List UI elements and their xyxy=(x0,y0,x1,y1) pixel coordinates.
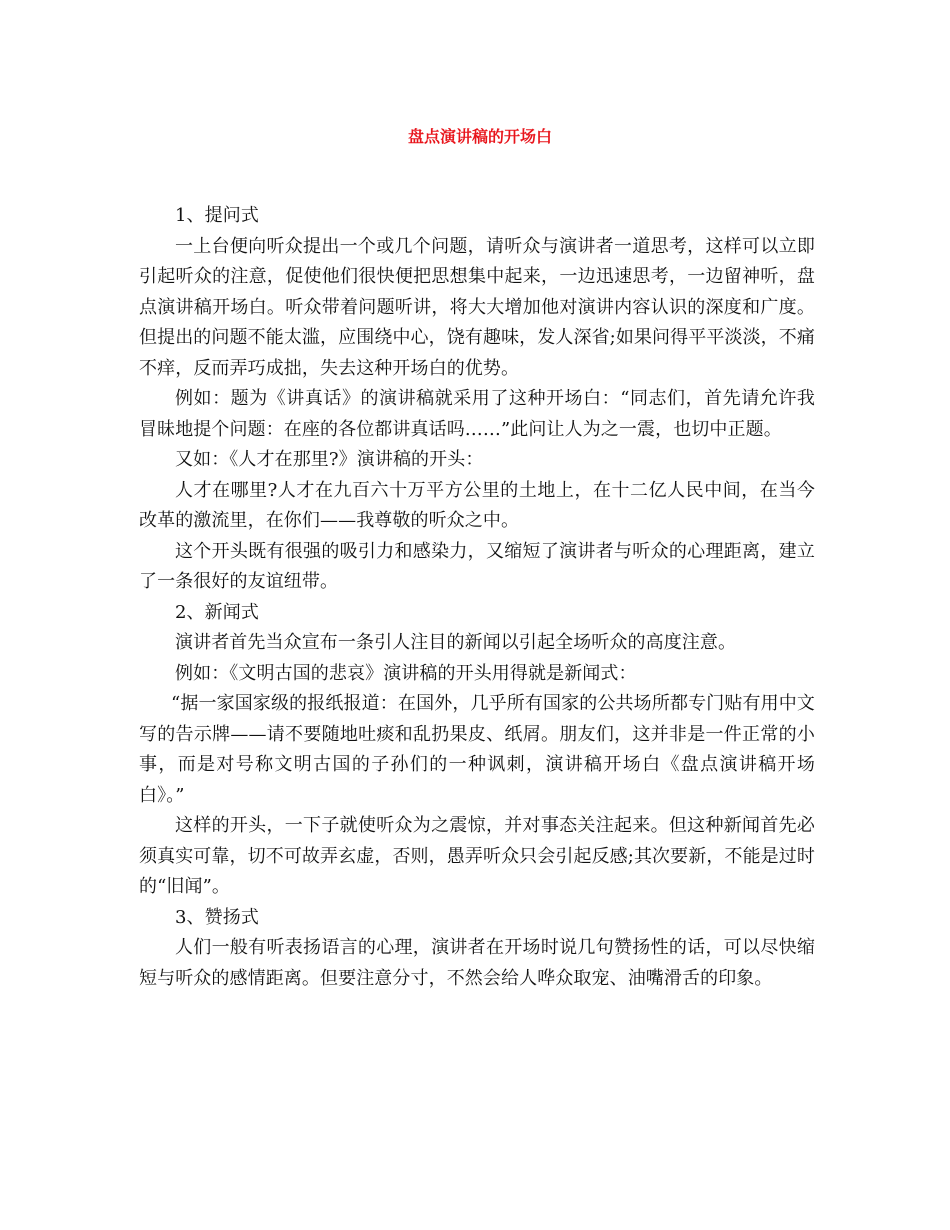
paragraph: 人们一般有听表扬语言的心理，演讲者在开场时说几句赞扬性的话，可以尽快缩短与听众的感情距离。但要注意分寸，不然会给人哗众取宠、油嘴滑舌的印象。 xyxy=(139,937,815,989)
paragraph: 一上台便向听众提出一个或几个问题，请听众与演讲者一道思考，这样可以立即引起听众的注意，促使他们很快便把思想集中起来，一边迅速思考，一边留神听，盘点演讲稿开场白。听众带着问题听讲，将大大增加他对演讲内容认识的深度和广度。但提出的问题不能太滥，应围绕中心，饶有趣味，发人深省;如果问得平平淡淡，不痛不痒，反而弄巧成拙，失去这种开场白的优势。 xyxy=(139,235,815,379)
paragraph: 例如：《文明古国的悲哀》演讲稿的开头用得就是新闻式： xyxy=(175,662,637,684)
paragraph: 人才在哪里?人才在九百六十万平方公里的土地上，在十二亿人民中间，在当今改革的激流里，在你们——我尊敬的听众之中。 xyxy=(139,479,815,531)
section-heading-question: 1、提问式 xyxy=(175,205,259,226)
paragraph: 演讲者首先当众宣布一条引人注目的新闻以引起全场听众的高度注意。 xyxy=(175,632,737,653)
quoted-paragraph: “据一家国家级的报纸报道：在国外，几乎所有国家的公共场所都专门贴有用中文写的告示牌——请不要随地吐痰和乱扔果皮、纸屑。朋友们，这并非是一件正常的小事，而是对号称文明古国的子孙们的一种讽刺，演讲稿开场白《盘点演讲稿开场白》。” xyxy=(139,693,815,806)
section-heading-news: 2、新闻式 xyxy=(175,601,259,623)
paragraph: 这样的开头，一下子就使听众为之震惊，并对事态关注起来。但这种新闻首先必须真实可靠，切不可故弄玄虚，否则，愚弄听众只会引起反感;其次要新，不能是过时的“旧闻”。 xyxy=(139,815,815,897)
paragraph: 又如：《人才在那里?》演讲稿的开头： xyxy=(175,449,484,470)
document-title: 盘点演讲稿的开场白 xyxy=(407,127,552,146)
paragraph: 例如：题为《讲真话》的演讲稿就采用了这种开场白：“同志们，首先请允许我冒昧地提个问题：在座的各位都讲真话吗……”此问让人为之一震，也切中正题。 xyxy=(139,388,815,440)
section-heading-praise: 3、赞扬式 xyxy=(175,906,259,928)
paragraph: 这个开头既有很强的吸引力和感染力，又缩短了演讲者与听众的心理距离，建立了一条很好的友谊纽带。 xyxy=(139,540,815,592)
